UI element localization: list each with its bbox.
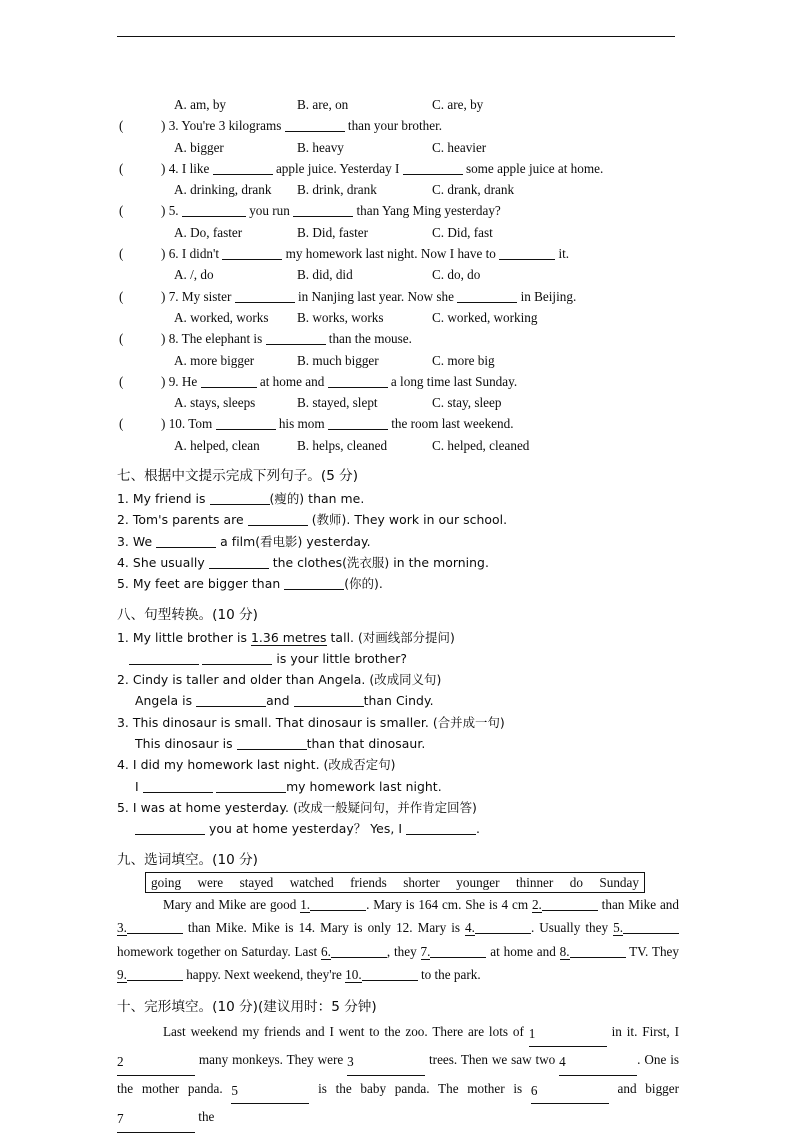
passage-text: . Mary is 164 cm. She is 4 cm bbox=[366, 896, 532, 912]
passage-text: homework together on Saturday. Last bbox=[117, 943, 321, 959]
item-before: 4. She usually bbox=[117, 554, 209, 570]
item-after: (瘦的) than me. bbox=[269, 491, 365, 507]
blank[interactable] bbox=[129, 664, 199, 665]
passage-text: and bigger bbox=[608, 1080, 679, 1096]
blank-number: 10. bbox=[345, 967, 362, 983]
option-b: B. much bigger bbox=[297, 352, 379, 368]
transform-prompt bbox=[117, 797, 679, 818]
prompt-before: 1. My little brother is bbox=[117, 629, 251, 645]
blank[interactable] bbox=[216, 792, 286, 793]
blank[interactable] bbox=[222, 259, 282, 260]
word-bank-item[interactable]: stayed bbox=[239, 874, 274, 890]
blank[interactable] bbox=[475, 933, 531, 934]
blank[interactable] bbox=[294, 706, 364, 707]
numbered-blank[interactable]: 7 bbox=[117, 1106, 195, 1133]
blank[interactable] bbox=[457, 302, 517, 303]
blank[interactable] bbox=[202, 664, 272, 665]
blank[interactable] bbox=[570, 957, 626, 958]
header-rule bbox=[117, 36, 675, 37]
blank[interactable] bbox=[201, 387, 257, 388]
option-b: B. Did, faster bbox=[297, 224, 369, 240]
answer-paren-open[interactable]: ( bbox=[119, 118, 124, 134]
section-heading-ten: 十、完形填空。(10 分)(建议用时：5 分钟) bbox=[117, 998, 377, 1015]
transform-answer bbox=[117, 818, 679, 839]
transform-prompt bbox=[117, 669, 679, 690]
stem-before: ) 3. You're 3 kilograms bbox=[161, 118, 285, 134]
blank[interactable] bbox=[331, 957, 387, 958]
option-a: A. stays, sleeps bbox=[174, 395, 256, 411]
blank[interactable] bbox=[406, 834, 476, 835]
options-row bbox=[117, 350, 679, 371]
transform-answer bbox=[117, 733, 679, 754]
blank[interactable] bbox=[310, 910, 366, 911]
fill-item bbox=[117, 531, 679, 552]
blank[interactable] bbox=[210, 504, 270, 505]
option-b: B. helps, cleaned bbox=[297, 437, 388, 453]
numbered-blank[interactable]: 2 bbox=[117, 1049, 195, 1076]
options-row bbox=[117, 179, 679, 200]
passage-text: in it. First, I bbox=[606, 1023, 679, 1039]
stem-after: a long time last Sunday. bbox=[387, 373, 518, 389]
blank[interactable] bbox=[143, 792, 213, 793]
option-c: C. heavier bbox=[432, 139, 487, 155]
option-c: C. more big bbox=[432, 352, 495, 368]
stem-after: it. bbox=[555, 246, 570, 262]
stem-after: than Yang Ming yesterday? bbox=[353, 203, 501, 219]
answer-after: my homework last night. bbox=[286, 778, 442, 794]
passage-text: at home and bbox=[486, 943, 560, 959]
transform-prompt bbox=[117, 627, 679, 648]
mc-question bbox=[117, 286, 679, 307]
blank[interactable] bbox=[430, 957, 486, 958]
question-stem bbox=[161, 200, 501, 221]
answer-paren-open[interactable]: ( bbox=[119, 331, 124, 347]
answer-paren-open[interactable]: ( bbox=[119, 160, 124, 176]
option-b: B. heavy bbox=[297, 139, 344, 155]
stem-before: ) 7. My sister bbox=[161, 288, 235, 304]
blank[interactable] bbox=[216, 429, 276, 430]
blank[interactable] bbox=[127, 933, 183, 934]
options-row bbox=[117, 94, 679, 115]
passage-text: . Usually they bbox=[530, 920, 614, 936]
passage-text: happy. Next weekend, they're bbox=[182, 967, 346, 983]
transform-answer bbox=[117, 648, 679, 669]
answer-mid: and bbox=[266, 693, 294, 709]
answer-before: Angela is bbox=[135, 693, 197, 709]
blank[interactable] bbox=[403, 174, 463, 175]
options-row bbox=[117, 264, 679, 285]
section-heading-nine: 九、选词填空。(10 分) bbox=[117, 851, 258, 868]
page-content bbox=[117, 94, 679, 1133]
stem-before: ) 9. He bbox=[161, 373, 201, 389]
stem-mid: in Nanjing last year. Now she bbox=[294, 288, 458, 304]
question-stem bbox=[161, 286, 576, 307]
prompt-text: 4. I did my homework last night. (改成否定句) bbox=[117, 757, 396, 773]
passage-text: than Mike. Mike is 14. Mary is only 12. Mary is bbox=[182, 920, 466, 936]
mc-question bbox=[117, 371, 679, 392]
mc-question bbox=[117, 115, 679, 136]
passage-text: . One is the mother panda. bbox=[117, 1052, 679, 1096]
stem-after: the room last weekend. bbox=[387, 416, 514, 432]
answer-mid: you at home yesterday？ Yes, I bbox=[205, 821, 407, 837]
word-bank-item[interactable]: thinner bbox=[515, 874, 554, 890]
option-a: A. helped, clean bbox=[174, 437, 260, 453]
transform-answer bbox=[117, 690, 679, 711]
mc-question bbox=[117, 200, 679, 221]
transform-prompt bbox=[117, 754, 679, 775]
fill-item bbox=[117, 488, 679, 509]
stem-after: than your brother. bbox=[344, 118, 443, 134]
prompt-text: 3. This dinosaur is small. That dinosaur is smaller. (合并成一句) bbox=[117, 714, 505, 730]
blank[interactable] bbox=[285, 131, 345, 132]
blank[interactable] bbox=[209, 568, 269, 569]
paragraph-indent bbox=[117, 1024, 163, 1039]
options-row bbox=[117, 222, 679, 243]
passage-text: to the park. bbox=[417, 967, 481, 983]
answer-paren-open[interactable]: ( bbox=[119, 416, 124, 432]
question-stem bbox=[161, 371, 517, 392]
passage-text: than Mike and bbox=[597, 896, 679, 912]
stem-mid: his mom bbox=[275, 416, 328, 432]
passage-text: , they bbox=[386, 943, 421, 959]
option-a: A. bigger bbox=[174, 139, 224, 155]
stem-mid: you run bbox=[245, 203, 294, 219]
option-c: C. stay, sleep bbox=[432, 395, 502, 411]
stem-mid: at home and bbox=[256, 373, 328, 389]
mc-question bbox=[117, 413, 679, 434]
transform-answer bbox=[117, 776, 679, 797]
blank-number: 5. bbox=[613, 920, 623, 936]
passage-text: trees. Then we saw two bbox=[425, 1052, 560, 1068]
passage-text: Last weekend my friends and I went to the zoo. There are lots of bbox=[163, 1023, 529, 1039]
options-row bbox=[117, 137, 679, 158]
question-stem bbox=[161, 413, 514, 434]
blank[interactable] bbox=[362, 980, 418, 981]
option-c: C. worked, working bbox=[432, 309, 538, 325]
answer-before: This dinosaur is bbox=[135, 736, 237, 752]
blank-number: 8. bbox=[559, 943, 570, 959]
blank[interactable] bbox=[237, 749, 307, 750]
answer-paren-open[interactable]: ( bbox=[119, 373, 124, 389]
answer-after: than that dinosaur. bbox=[306, 736, 426, 752]
passage-text: TV. They bbox=[625, 943, 679, 959]
option-a: A. more bigger bbox=[174, 352, 255, 368]
stem-before: ) 5. bbox=[161, 203, 182, 219]
item-after: the clothes(洗衣服) in the morning. bbox=[268, 554, 489, 570]
option-b: B. drink, drank bbox=[297, 182, 377, 198]
blank-number: 1. bbox=[300, 896, 311, 912]
stem-before: ) 8. The elephant is bbox=[161, 331, 266, 347]
option-c: C. Did, fast bbox=[432, 224, 493, 240]
numbered-blank[interactable]: 4 bbox=[559, 1049, 637, 1076]
stem-after: some apple juice at home. bbox=[462, 160, 604, 176]
options-row bbox=[117, 435, 679, 456]
blank[interactable] bbox=[284, 589, 344, 590]
blank[interactable] bbox=[266, 344, 326, 345]
item-before: 5. My feet are bigger than bbox=[117, 576, 285, 592]
blank[interactable] bbox=[542, 910, 598, 911]
word-bank-item[interactable]: going bbox=[151, 874, 182, 890]
underlined-phrase: 1.36 metres bbox=[251, 629, 327, 645]
option-a: A. am, by bbox=[174, 97, 227, 112]
blank[interactable] bbox=[293, 216, 353, 217]
passage-text: the bbox=[195, 1109, 215, 1125]
blank[interactable] bbox=[623, 933, 679, 934]
blank[interactable] bbox=[235, 302, 295, 303]
item-after: (你的). bbox=[344, 576, 383, 592]
answer-after: . bbox=[476, 821, 481, 837]
transform-prompt bbox=[117, 712, 679, 733]
option-c: C. helped, cleaned bbox=[432, 437, 530, 453]
blank[interactable] bbox=[196, 706, 266, 707]
option-a: A. /, do bbox=[174, 267, 214, 283]
options-row bbox=[117, 307, 679, 328]
section-heading-eight: 八、句型转换。(10 分) bbox=[117, 606, 258, 623]
fill-item bbox=[117, 552, 679, 573]
stem-before: ) 10. Tom bbox=[161, 416, 216, 432]
section-heading-seven: 七、根据中文提示完成下列句子。(5 分) bbox=[117, 468, 359, 485]
word-bank-item[interactable]: younger bbox=[456, 874, 500, 890]
fill-item bbox=[117, 509, 679, 530]
numbered-blank[interactable]: 6 bbox=[531, 1078, 609, 1105]
prompt-text: 5. I was at home yesterday. (改成一般疑问句，并作肯定回答) bbox=[117, 799, 477, 815]
blank[interactable] bbox=[127, 980, 183, 981]
word-bank-item[interactable]: shorter bbox=[403, 874, 440, 890]
option-c: C. are, by bbox=[432, 97, 484, 112]
question-stem bbox=[161, 328, 412, 349]
fill-item bbox=[117, 573, 679, 594]
cloze-passage-nine bbox=[117, 893, 679, 987]
paragraph-indent bbox=[117, 897, 163, 912]
question-stem bbox=[161, 115, 442, 136]
word-bank-item[interactable]: friends bbox=[350, 874, 387, 890]
option-b: B. are, on bbox=[297, 97, 349, 112]
option-b: B. did, did bbox=[297, 267, 353, 283]
stem-after: in Beijing. bbox=[517, 288, 577, 304]
option-a: A. worked, works bbox=[174, 309, 269, 325]
word-bank bbox=[145, 872, 645, 893]
option-b: B. stayed, slept bbox=[297, 395, 378, 411]
cloze-passage-ten bbox=[117, 1019, 679, 1133]
prompt-text: 2. Cindy is taller and older than Angela. (改成同义句) bbox=[117, 672, 442, 688]
blank-number: 3. bbox=[117, 920, 127, 936]
answer-paren-open[interactable]: ( bbox=[119, 203, 124, 219]
question-stem bbox=[161, 158, 603, 179]
mc-question bbox=[117, 328, 679, 349]
numbered-blank[interactable]: 3 bbox=[347, 1049, 425, 1076]
stem-after: than the mouse. bbox=[325, 331, 412, 347]
word-bank-item[interactable]: Sunday bbox=[599, 874, 639, 890]
item-before: 2. Tom's parents are bbox=[117, 512, 248, 528]
blank-number: 2. bbox=[531, 896, 542, 912]
blank[interactable] bbox=[182, 216, 246, 217]
passage-text: is the baby panda. The mother is bbox=[309, 1080, 531, 1096]
item-before: 3. We bbox=[117, 533, 157, 549]
option-c: C. do, do bbox=[432, 267, 481, 283]
blank[interactable] bbox=[499, 259, 555, 260]
blank[interactable] bbox=[135, 834, 205, 835]
option-b: B. works, works bbox=[297, 309, 384, 325]
answer-paren-open[interactable]: ( bbox=[119, 246, 124, 262]
word-bank-item[interactable]: do bbox=[569, 874, 583, 890]
answer-paren-open[interactable]: ( bbox=[119, 288, 124, 304]
option-c: C. drank, drank bbox=[432, 182, 515, 198]
word-bank-item[interactable]: watched bbox=[289, 874, 334, 890]
blank[interactable] bbox=[328, 387, 388, 388]
mc-question bbox=[117, 243, 679, 264]
answer-after: than Cindy. bbox=[363, 693, 434, 709]
question-stem bbox=[161, 243, 569, 264]
blank[interactable] bbox=[156, 547, 216, 548]
blank[interactable] bbox=[248, 525, 308, 526]
mc-question bbox=[117, 158, 679, 179]
item-after: (教师). They work in our school. bbox=[307, 512, 508, 528]
word-bank-item[interactable]: were bbox=[197, 874, 224, 890]
numbered-blank[interactable]: 5 bbox=[231, 1078, 309, 1105]
stem-mid: my homework last night. Now I have to bbox=[282, 246, 500, 262]
passage-text: Mary and Mike are good bbox=[163, 896, 301, 912]
blank-number: 4. bbox=[465, 920, 475, 936]
blank-number: 7. bbox=[420, 943, 431, 959]
numbered-blank[interactable]: 1 bbox=[529, 1021, 607, 1048]
blank-number: 9. bbox=[117, 967, 127, 983]
blank-number: 6. bbox=[320, 943, 331, 959]
stem-before: ) 4. I like bbox=[161, 160, 213, 176]
blank[interactable] bbox=[328, 429, 388, 430]
option-a: A. drinking, drank bbox=[174, 182, 272, 198]
item-before: 1. My friend is bbox=[117, 491, 210, 507]
answer-after: is your little brother? bbox=[272, 650, 408, 666]
blank[interactable] bbox=[213, 174, 273, 175]
answer-before: I bbox=[135, 778, 143, 794]
option-a: A. Do, faster bbox=[174, 224, 243, 240]
item-after: a film(看电影) yesterday. bbox=[216, 533, 371, 549]
options-row bbox=[117, 392, 679, 413]
stem-before: ) 6. I didn't bbox=[161, 246, 223, 262]
prompt-after: tall. (对画线部分提问) bbox=[326, 629, 455, 645]
stem-mid: apple juice. Yesterday I bbox=[272, 160, 403, 176]
passage-text: many monkeys. They were bbox=[195, 1052, 348, 1068]
